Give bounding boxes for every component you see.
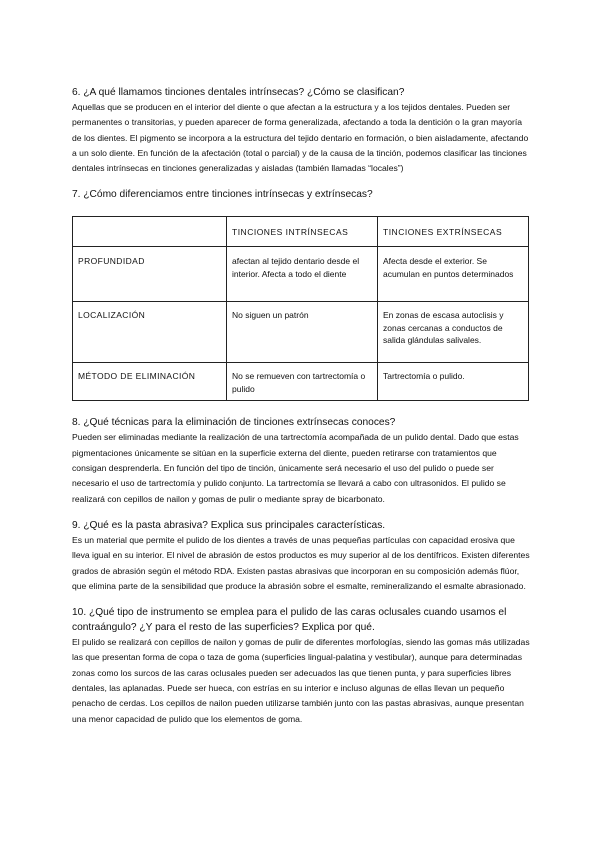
table-row — [73, 302, 529, 363]
question-6-answer: Aquellas que se producen en el interior del diente o que afectan a la estructura y a los tejidos dentales. Pueden ser permanentes o transitorias, y pueden aparecer de forma generalizada, afectando a toda la dentición o la gran mayoría de los dientes. El pigmento se incorpora a la estructura del tejido dentario en formación, o bien aisladamente, afectando a un solo diente. En función de la afectación (total o parcial) y de la causa de la tinción, podemos clasificar las tinciones dentales intrínsecas en tinciones generalizadas y aisladas (también llamadas “locales”) — [72, 102, 529, 174]
question-9-heading: 9. ¿Qué es la pasta abrasiva? Explica sus principales características. — [72, 519, 386, 531]
table-header-empty — [73, 217, 227, 247]
table-row — [73, 247, 529, 302]
table-cell: No se remueven con tartrectomía o pulido — [227, 363, 378, 401]
table-cell: No siguen un patrón — [227, 302, 378, 363]
question-7-section — [72, 187, 530, 401]
table-cell: En zonas de escasa autoclisis y zonas cercanas a conductos de salida glándulas salivales. — [378, 302, 529, 363]
table-cell: Afecta desde el exterior. Se acumulan en puntos determinados — [378, 247, 529, 302]
document-page — [72, 85, 530, 736]
question-7-heading: 7. ¿Cómo diferenciamos entre tinciones intrínsecas y extrínsecas? — [72, 189, 373, 201]
question-8-answer: Pueden ser eliminadas mediante la realización de una tartrectomía acompañada de un pulido dental. Dado que estas pigmentaciones únicamente se sitúan en la superficie externa del diente, pueden retirarse con tratamientos que consigan desprenderla. En función del tipo de tinción, únicamente será necesario el uso del pulido o puede ser necesario el uso de tartrectomía y pulido conjunto. La tartrectomía se llevará a cabo con ultrasonidos. El pulido se realizará con cepillos de nailon y gomas de pulir o mediante spray de bicarbonato. — [72, 432, 519, 504]
table-row-label: PROFUNDIDAD — [73, 247, 227, 302]
question-6-heading: 6. ¿A qué llamamos tinciones dentales intrínsecas? ¿Cómo se clasifican? — [72, 87, 405, 98]
table-row-label: MÉTODO DE ELIMINACIÓN — [73, 363, 227, 401]
question-9-answer: Es un material que permite el pulido de los dientes a través de unas pequeñas partículas con capacidad erosiva que lleva igual en su interior. El nivel de abrasión de estos productos es muy superior al de los dentífricos. Existen diferentes grados de abrasión según el método RDA. Existen pastas abrasivas que incorporan en su composición además flúor, que elimina parte de la sensibilidad que produce la abrasión sobre el esmalte, remineralizando el esmalte abrasionado. — [72, 534, 530, 591]
question-10-heading: 10. ¿Qué tipo de instrumento se emplea para el pulido de las caras oclusales cuando usamos el contraángulo? ¿Y para el resto de las superficies? Explica por qué. — [72, 607, 507, 634]
question-10-section — [72, 605, 530, 727]
question-8-heading: 8. ¿Qué técnicas para la eliminación de tinciones extrínsecas conoces? — [72, 417, 396, 429]
table-header-row — [73, 217, 529, 247]
question-9-section — [72, 518, 530, 594]
table-header-extrinsic: TINCIONES EXTRÍNSECAS — [378, 217, 529, 247]
comparison-table — [72, 216, 529, 401]
table-row-label: LOCALIZACIÓN — [73, 302, 227, 363]
question-8-section — [72, 415, 530, 506]
table-header-intrinsic: TINCIONES INTRÍNSECAS — [227, 217, 378, 247]
question-6-section — [72, 85, 530, 176]
table-row — [73, 363, 529, 401]
table-cell: Tartrectomía o pulido. — [378, 363, 529, 401]
question-10-answer: El pulido se realizará con cepillos de nailon y gomas de pulir de diferentes morfologías, siendo las gomas más utilizadas las que presentan forma de copa o taza de goma (superficies lingual-palatina y vestibular), aunque para determinadas zonas como los surcos de las caras oclusales pueden ser adecuados las que tienen punta, y para superficies libres dentales, las aplanadas. Puede ser hueca, con estrías en su interior e incluso algunas de ellas llevan un pequeño penacho de cerdas. Los cepillos de nailon pueden utilizarse también junto con las pastas abrasivas, aunque presentan una menor capacidad de pulido que los elementos de goma. — [72, 637, 530, 724]
table-cell: afectan al tejido dentario desde el interior. Afecta a todo el diente — [227, 247, 378, 302]
